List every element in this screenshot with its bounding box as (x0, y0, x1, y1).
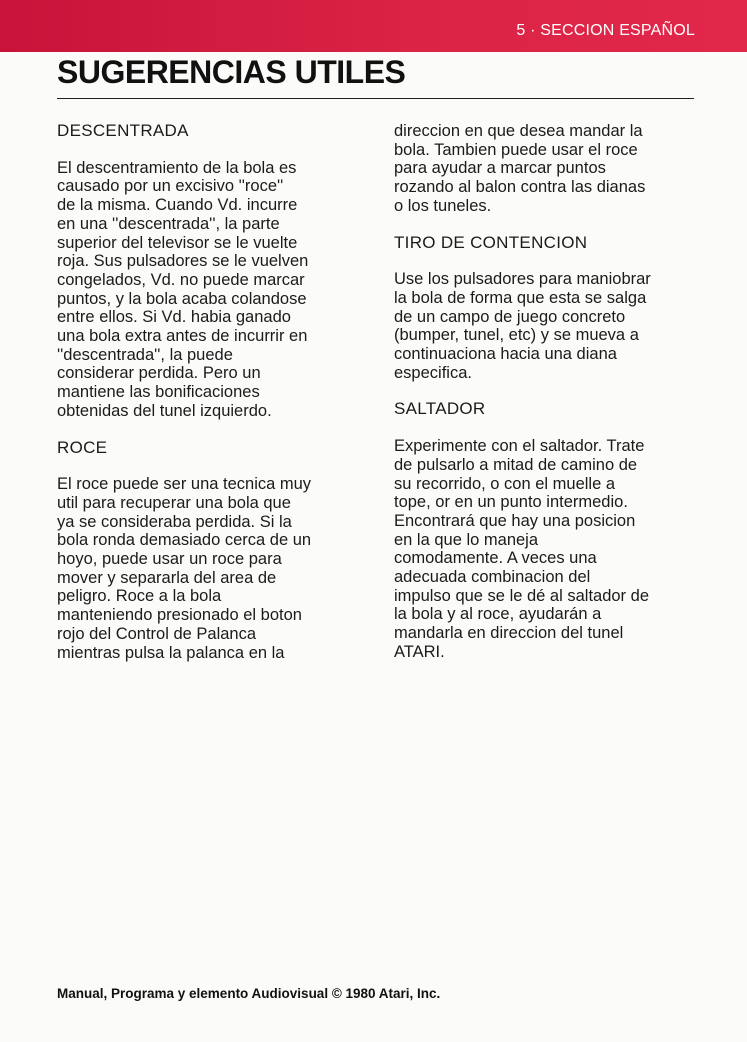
heading-descentrada: DESCENTRADA (57, 121, 189, 140)
footer-copyright: Manual, Programa y elemento Audiovisual © 1980 Atari, Inc. (57, 986, 441, 1001)
heading-saltador: SALTADOR (394, 399, 486, 419)
title-divider (57, 98, 694, 99)
section-label: 5 · SECCION ESPAÑOL (516, 22, 695, 39)
left-column (57, 122, 367, 680)
page-title: SUGERENCIAS UTILES (57, 54, 406, 90)
heading-tiro-de-contencion: TIRO DE CONTENCION (394, 232, 588, 252)
heading-roce: ROCE (57, 437, 108, 457)
paragraph-roce-continued: direccion en que desea mandar la bola. Tambien puede usar el roce para ayudar a marcar puntos rozando al balon contra las dianas o los tuneles. (394, 122, 646, 215)
paragraph-tiro-de-contencion: Use los pulsadores para maniobrar la bola de forma que esta se salga de un campo de juego concreto (bumper, tunel, etc) y se mueva a continuaciona hacia una diana especifica. (394, 270, 651, 382)
paragraph-saltador: Experimente con el saltador. Trate de pulsarlo a mitad de camino de su recorrido, o con el muelle a tope, or en un punto intermedio. Encontrará que hay una posicion en la que lo maneja comodamente. A veces una adecuada combinacion del impulso que se le dé al saltador de la bola y al roce, ayudarán a mandarla en direccion del tunel ATARI. (394, 437, 649, 661)
right-column (394, 122, 704, 680)
paragraph-roce: El roce puede ser una tecnica muy util para recuperar una bola que ya se consideraba perdida. Si la bola ronda demasiado cerca de un hoyo, puede usar un roce para mover y separarla del area de peligro. Roce a la bola manteniendo presionado el boton rojo del Control de Palanca mientras pulsa la palanca en la (57, 475, 312, 662)
paragraph-descentrada: El descentramiento de la bola es causado por un excisivo ''roce'' de la misma. Cuando Vd. incurre en una ''descentrada'', la parte superior del televisor se le vuelte roja. Sus pulsadores se le vuelven congelados, Vd. no puede marcar puntos, y la bola acaba colandose entre ellos. Si Vd. habia ganado una bola extra antes de incurrir en ''descentrada'', la puede considerar perdida. Pero un mantiene las bonificaciones obtenidas del tunel izquierdo. (57, 158, 309, 420)
header-band (0, 0, 747, 52)
